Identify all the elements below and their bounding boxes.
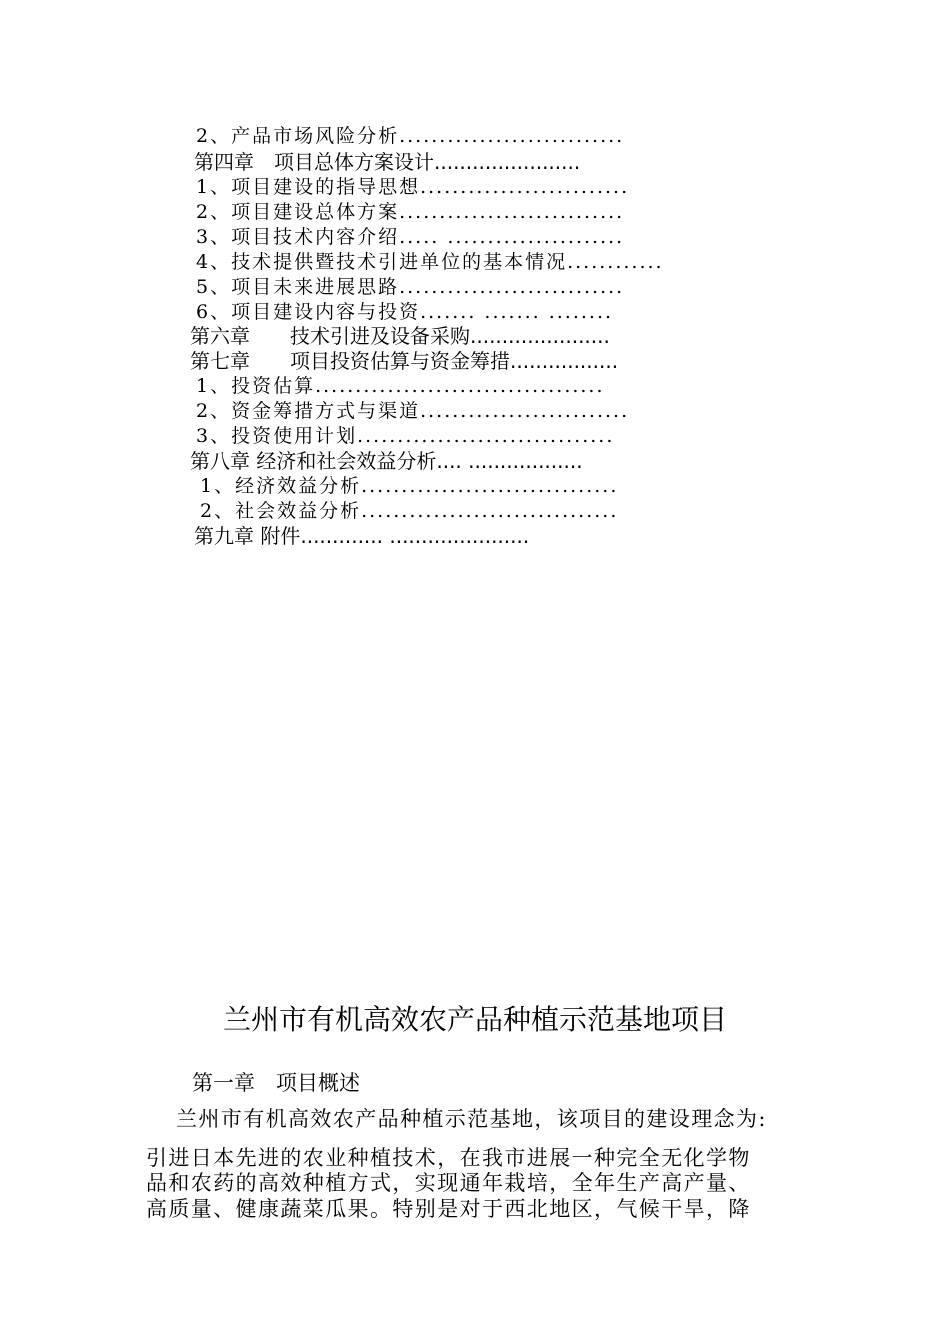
chapter-heading: 第一章 项目概述 — [192, 1071, 360, 1095]
toc-chapter-entry[interactable]: 第六章 技术引进及设备采购...................... — [190, 324, 610, 348]
toc-entry[interactable]: 4、技术提供暨技术引进单位的基本情况............ — [196, 251, 664, 273]
paragraph-line: 品和农药的高效种植方式，实现通年栽培，全年生产高产量、 — [146, 1171, 751, 1195]
toc-chapter-entry[interactable]: 第四章 项目总体方案设计....................... — [194, 150, 581, 174]
toc-entry[interactable]: 1、项目建设的指导思想.......................... — [196, 176, 630, 198]
toc-chapter-entry[interactable]: 第九章 附件............. ...................... — [194, 524, 530, 548]
toc-entry[interactable]: 2、产品市场风险分析............................ — [196, 125, 625, 147]
toc-entry[interactable]: 2、社会效益分析................................ — [200, 500, 619, 522]
toc-entry[interactable]: 2、项目建设总体方案............................ — [196, 201, 625, 223]
paragraph-line: 兰州市有机高效农产品种植示范基地，该项目的建设理念为: — [176, 1107, 767, 1131]
toc-entry[interactable]: 3、投资使用计划................................ — [196, 425, 615, 447]
toc-entry[interactable]: 2、资金筹措方式与渠道.......................... — [196, 400, 630, 422]
toc-entry[interactable]: 1、经济效益分析................................ — [200, 475, 619, 497]
toc-chapter-entry[interactable]: 第八章 经济和社会效益分析.... .................. — [190, 449, 583, 473]
toc-entry[interactable]: 3、项目技术内容介绍..... ...................... — [196, 226, 625, 248]
toc-entry[interactable]: 5、项目未来进展思路............................ — [196, 276, 625, 298]
toc-entry[interactable]: 6、项目建设内容与投资....... ....... ........ — [196, 301, 614, 323]
paragraph-line: 引进日本先进的农业种植技术，在我市进展一种完全无化学物 — [146, 1146, 751, 1170]
paragraph-line: 高质量、健康蔬菜瓜果。特别是对于西北地区，气候干旱，降 — [146, 1197, 751, 1221]
toc-entry[interactable]: 1、投资估算.................................... — [196, 375, 605, 397]
toc-chapter-entry[interactable]: 第七章 项目投资估算与资金筹措................. — [190, 349, 619, 373]
document-title: 兰州市有机高效农产品种植示范基地项目 — [222, 1003, 727, 1036]
